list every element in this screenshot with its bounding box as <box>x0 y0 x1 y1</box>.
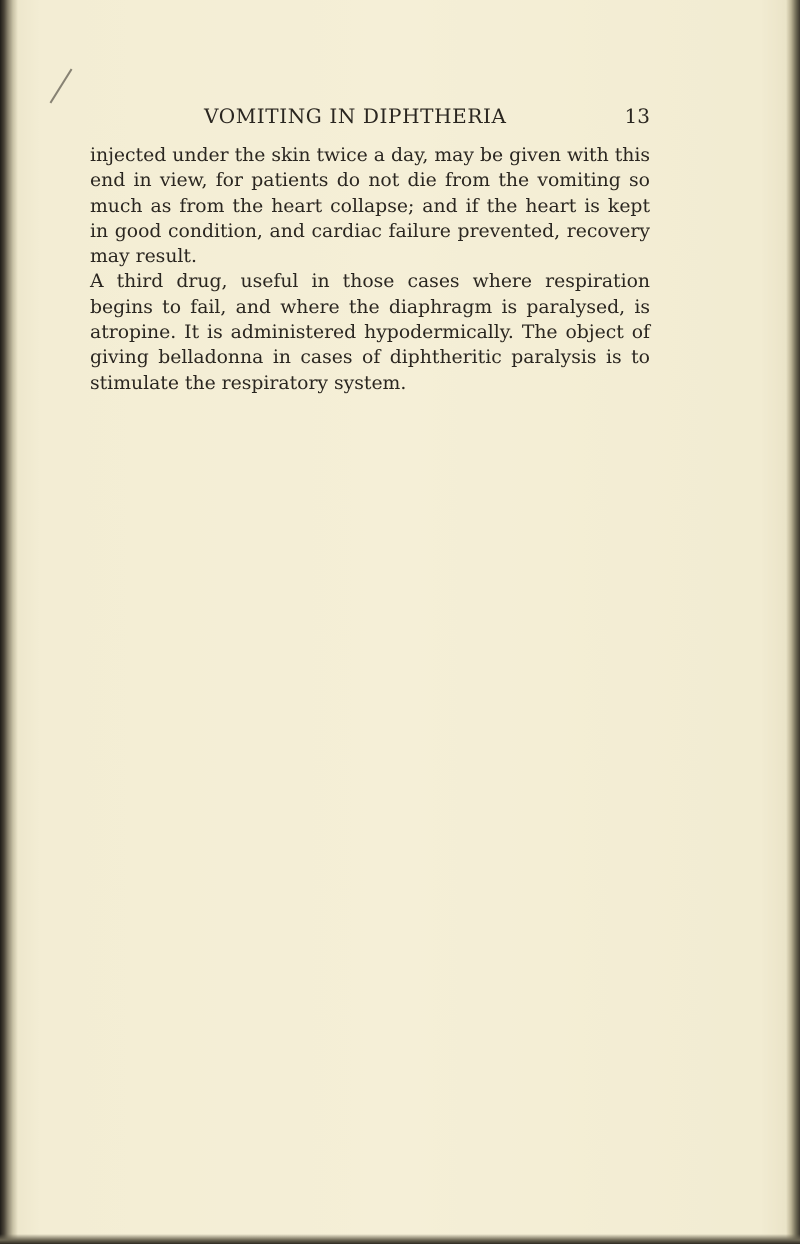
paragraph: A third drug, useful in those cases where respiration begins to fail, and where the diaphragm is paralysed, is atropine. It is administered hypodermically. The object of giving belladonna in cases of diphtheritic paralysis is to stimulate the respiratory system. <box>90 271 650 394</box>
running-title: VOMITING IN DIPHTHERIA <box>204 104 507 128</box>
paragraph: injected under the skin twice a day, may be given with this end in view, for patients do not die from the vomiting so much as from the heart collapse; and if the heart is kept in good condition, and cardiac failure prevented, recovery may result. <box>90 145 650 268</box>
page-edge-shadow <box>786 0 800 1244</box>
page-number: 13 <box>624 104 650 128</box>
book-gutter-shadow <box>0 0 18 1244</box>
page-bottom-edge <box>0 1234 800 1244</box>
body-text <box>90 143 650 396</box>
running-head <box>90 104 650 134</box>
pencil-mark <box>50 69 73 104</box>
